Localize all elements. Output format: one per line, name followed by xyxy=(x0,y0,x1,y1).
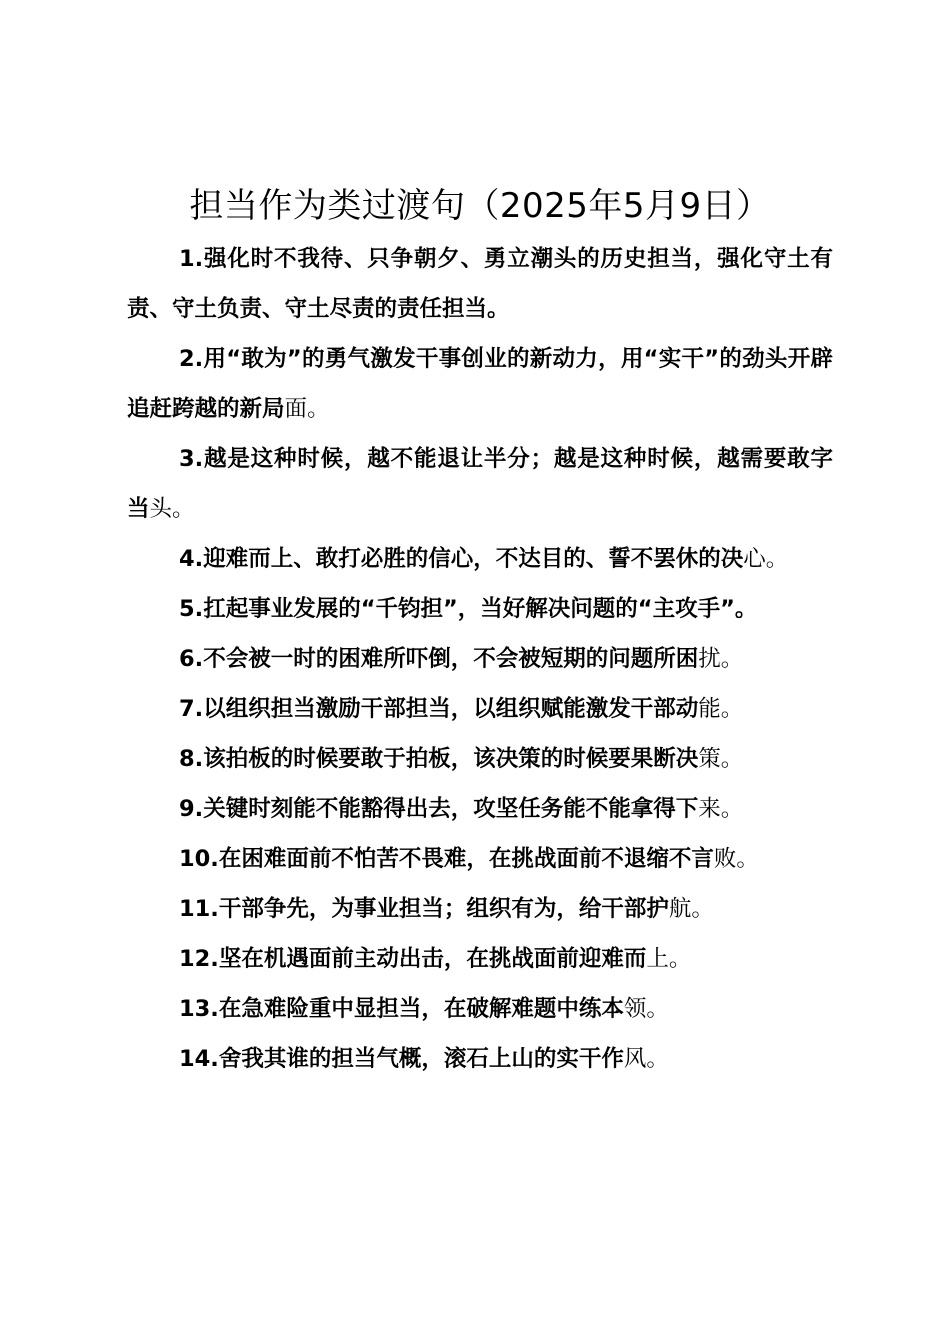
item-text: 12.坚在机遇面前主动出击，在挑战面前迎难而 xyxy=(179,946,647,972)
list-item-10 xyxy=(127,834,833,884)
document-title: 担当作为类过渡句（2025年5月9日） xyxy=(189,186,771,226)
list-item-13 xyxy=(127,984,833,1034)
list-item-8 xyxy=(127,734,833,784)
item-tail: 败。 xyxy=(713,846,759,872)
list-item-14 xyxy=(127,1034,833,1084)
item-tail: 风。 xyxy=(623,1046,669,1072)
list-item-12 xyxy=(127,934,833,984)
list-item-6 xyxy=(127,634,833,684)
item-text: 5.扛起事业发展的“千钧担”，当好解决问题的“主攻手”。 xyxy=(179,596,758,622)
item-text: 9.关键时刻能不能豁得出去，攻坚任务能不能拿得下 xyxy=(179,796,699,822)
item-text: 3.越是这种时候，越不能退让半分；越是这种时候，越需要敢字当 xyxy=(127,446,833,522)
item-text: 14.舍我其谁的担当气概，滚石上山的实干作 xyxy=(179,1046,624,1072)
item-tail: 扰。 xyxy=(698,646,744,672)
list-item-7 xyxy=(127,684,833,734)
list-item-1 xyxy=(127,234,833,334)
item-tail: 领。 xyxy=(623,996,669,1022)
item-text: 10.在困难面前不怕苦不畏难，在挑战面前不退缩不言 xyxy=(179,846,714,872)
item-tail: 策。 xyxy=(698,746,744,772)
item-tail: 来。 xyxy=(698,796,744,822)
item-tail: 航。 xyxy=(668,896,714,922)
item-text: 11.干部争先，为事业担当；组织有为，给干部护 xyxy=(179,896,669,922)
item-text: 2.用“敢为”的勇气激发干事创业的新动力，用“实干”的劲头开辟追赶跨越的新局 xyxy=(127,346,833,422)
list-item-5 xyxy=(127,584,833,634)
item-text: 13.在急难险重中显担当，在破解难题中练本 xyxy=(179,996,624,1022)
list-item-9 xyxy=(127,784,833,834)
item-text: 4.迎难而上、敢打必胜的信心，不达目的、誓不罢休的决 xyxy=(179,546,744,572)
item-tail: 面。 xyxy=(284,396,330,422)
item-text: 8.该拍板的时候要敢于拍板，该决策的时候要果断决 xyxy=(179,746,699,772)
item-text: 1.强化时不我待、只争朝夕、勇立潮头的历史担当，强化守土有责、守土负责、守土尽责的责任担当。 xyxy=(127,246,833,322)
list-item-3 xyxy=(127,434,833,534)
list-item-4 xyxy=(127,534,833,584)
item-tail: 头。 xyxy=(149,496,195,522)
list-item-2 xyxy=(127,334,833,434)
list-item-11 xyxy=(127,884,833,934)
document-page xyxy=(127,180,833,1084)
item-tail: 上。 xyxy=(646,946,692,972)
item-text: 6.不会被一时的困难所吓倒，不会被短期的问题所困 xyxy=(179,646,699,672)
item-tail: 心。 xyxy=(743,546,789,572)
item-text: 7.以组织担当激励干部担当，以组织赋能激发干部动 xyxy=(179,696,699,722)
item-tail: 能。 xyxy=(698,696,744,722)
